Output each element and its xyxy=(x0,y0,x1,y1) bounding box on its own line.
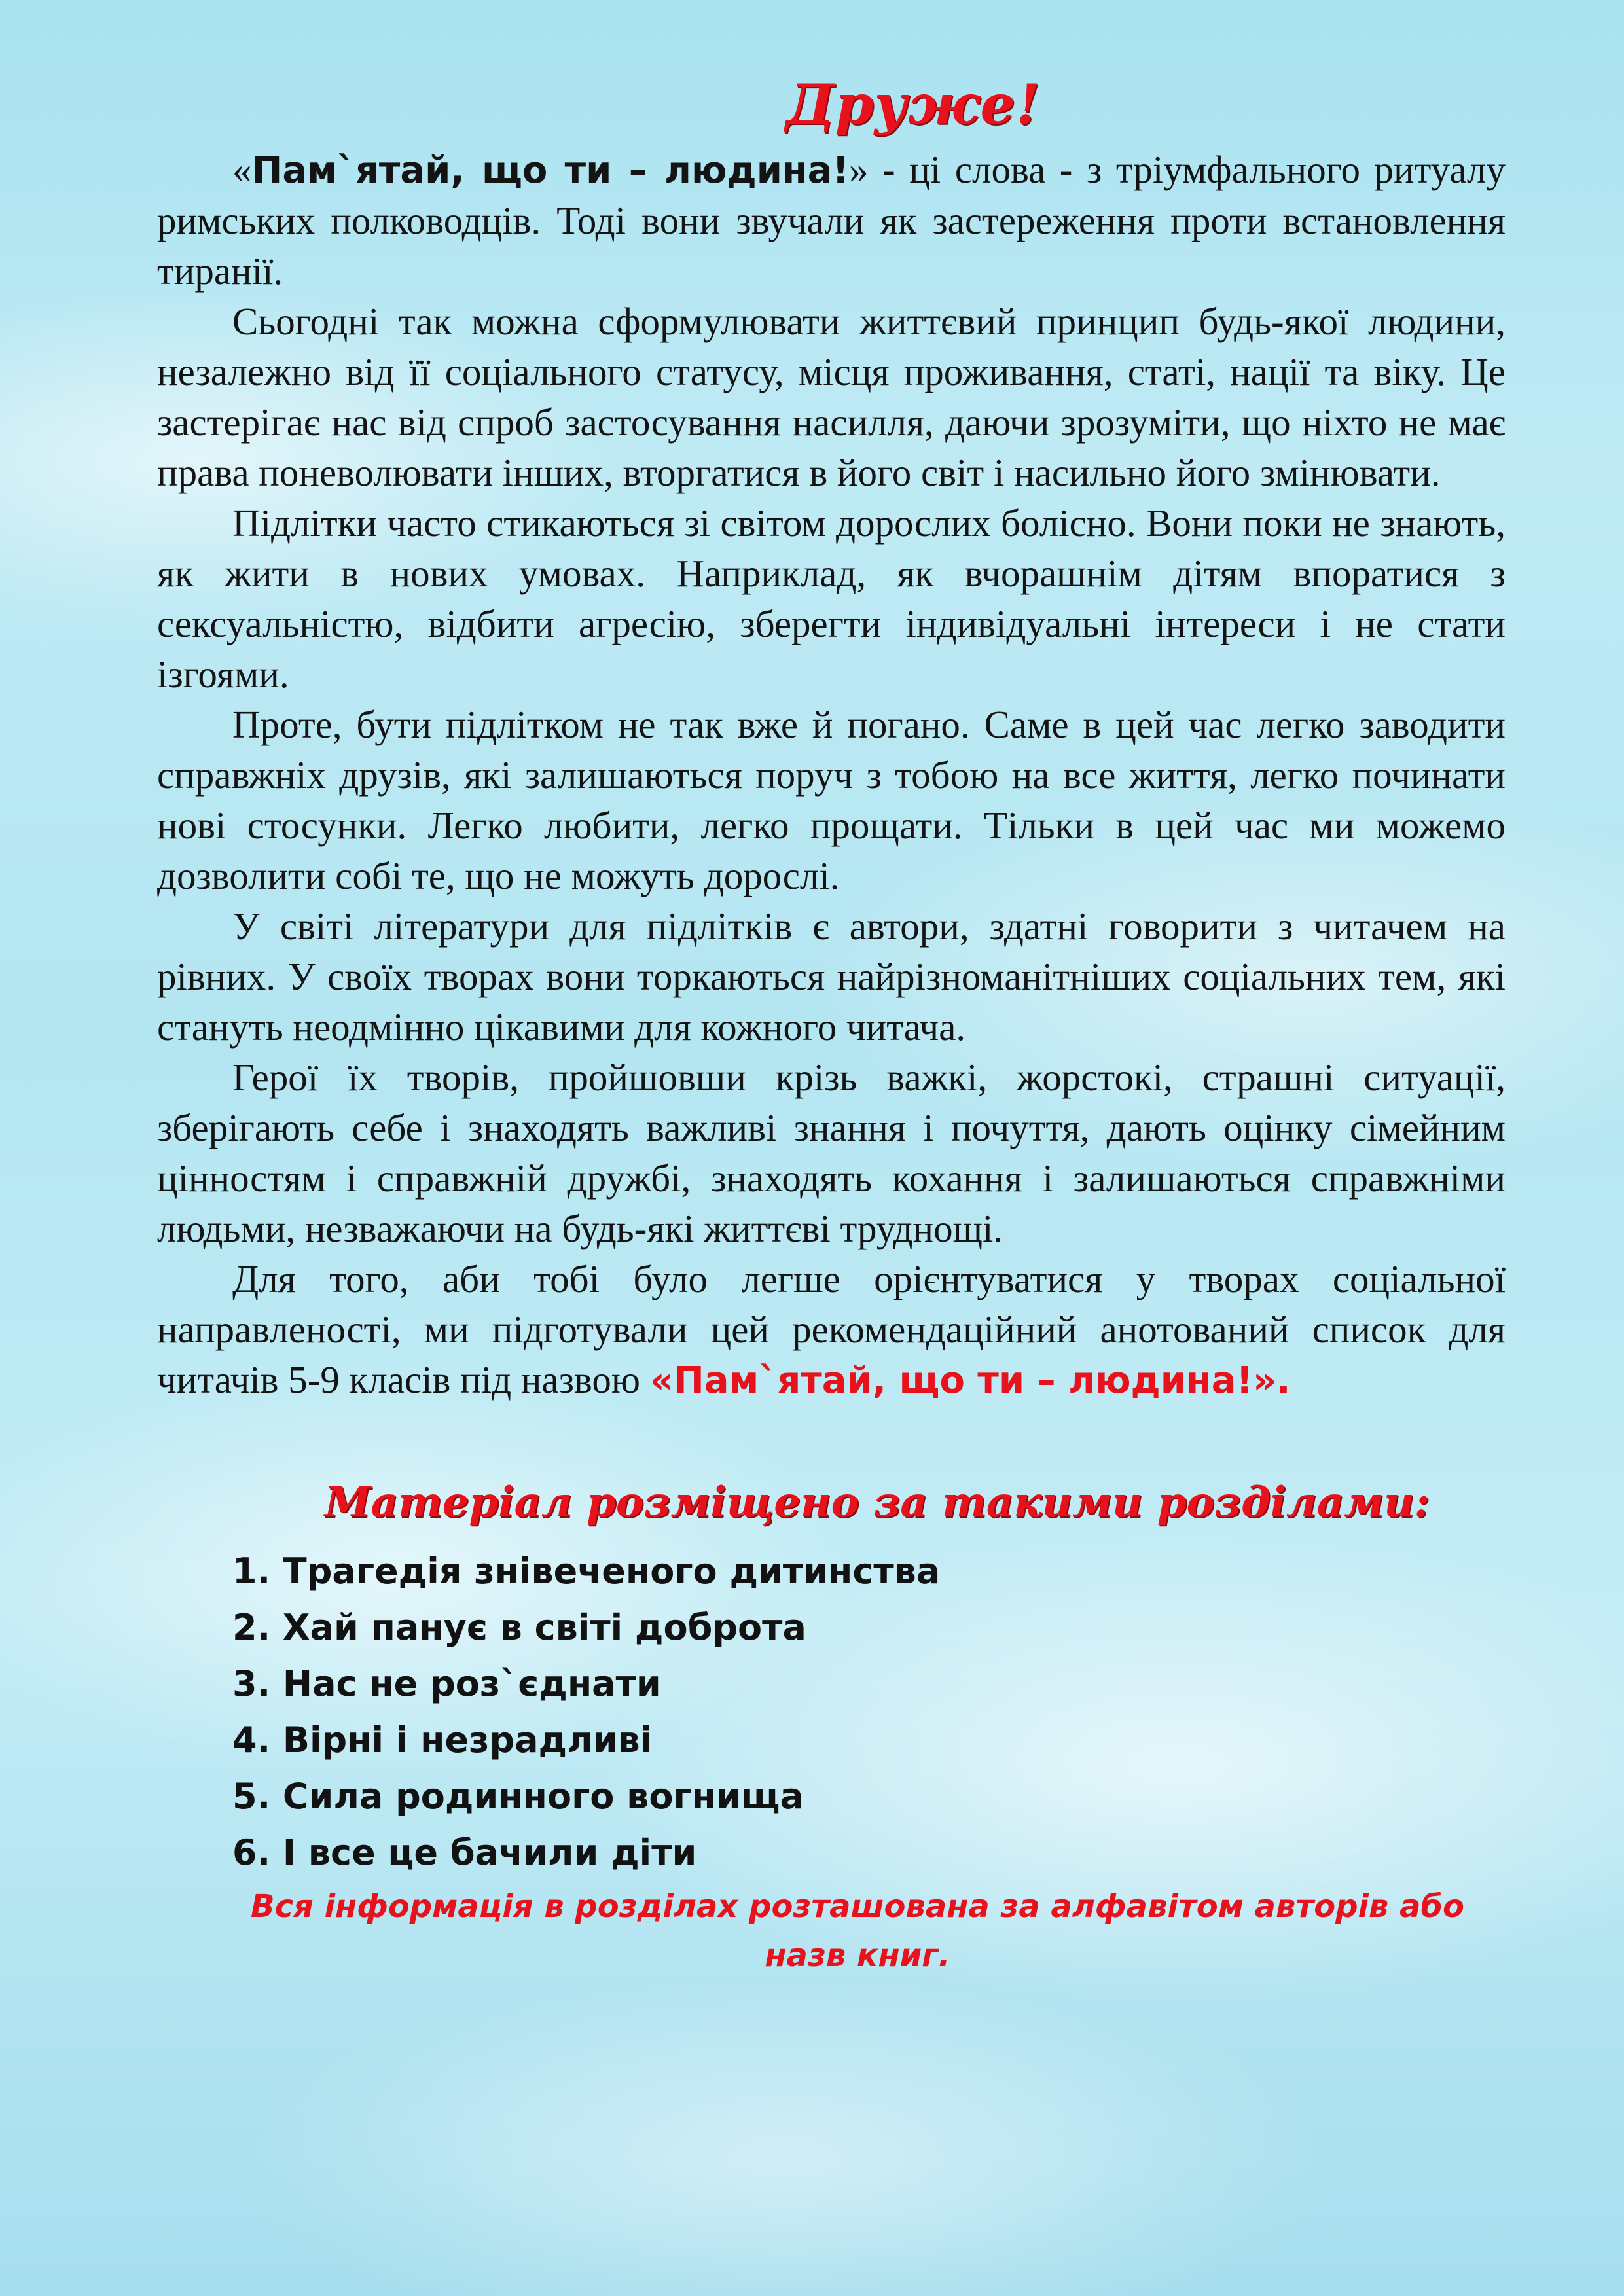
footnote: Вся інформація в розділах розташована за алфавітом авторів або назв книг. xyxy=(251,1888,1464,1974)
sections-heading: Матеріал розміщено за такими розділами: xyxy=(324,1477,1430,1527)
paragraph: Проте, бути підлітком не так вже й погано. Саме в цей час легко заводити справжніх друзів, які залишаються поруч з тобою на все життя, легко починати нові стосунки. Легко любити, легко прощати. Тільки в цей час ми можемо дозволити собі те, що не можуть дорослі. xyxy=(157,702,1506,897)
intro-quote: Пам`ятай, що ти – людина! xyxy=(251,149,849,192)
list-item: 4. Вірні і незрадливі xyxy=(232,1719,653,1761)
paragraph: Підлітки часто стикаються зі світом дорослих болісно. Вони поки не знають, як жити в нових умовах. Наприклад, як вчорашнім дітям впоратися з сексуальністю, відбити агресію, зберегти індивідуальні інтереси і не стати ізгоями. xyxy=(157,501,1506,696)
list-item: 6. І все це бачили діти xyxy=(232,1831,697,1873)
open-quote: « xyxy=(232,147,252,191)
list-item: 3. Нас не роз`єднати xyxy=(232,1662,661,1704)
paragraph: Сьогодні так можна сформулювати життєвий принцип будь-якої людини, незалежно від її соціального статусу, місця проживання, статі, нації та віку. Це застерігає нас від спроб застосування насилля, даючи зрозуміти, що ніхто не має права поневолювати інших, вторгатися в його світ і насильно його змінювати. xyxy=(157,299,1506,494)
list-item: 5. Сила родинного вогнища xyxy=(232,1775,804,1817)
intro-rest: - ці слова - з тріумфального ритуалу римських полководців. Тоді вони звучали як застереження проти встановлення тиранії. xyxy=(157,147,1506,293)
paragraph: У світі літератури для підлітків є автори, здатні говорити з читачем на рівних. У своїх творах вони торкаються найрізноманітніших соціальних тем, які стануть неодмінно цікавими для кожного читача. xyxy=(157,904,1506,1049)
document-page xyxy=(157,72,1506,1981)
page-title: Друже! xyxy=(785,72,1041,137)
closing-text: Для того, аби тобі було легше орієнтуватися у творах соціальної направленості, ми підготували цей рекомендаційний анотований список для читачів 5-9 класів під назвою xyxy=(157,1257,1506,1401)
list-item: 1. Трагедія знівеченого дитинства xyxy=(232,1550,941,1592)
sections-list xyxy=(157,1543,1506,1881)
intro-paragraph xyxy=(157,145,1506,296)
closing-quote: «Пам`ятай, що ти – людина!». xyxy=(649,1359,1291,1402)
paragraph: Герої їх творів, пройшовши крізь важкі, жорстокі, страшні ситуації, зберігають себе і знаходять важливі знання і почуття, дають оцінку сімейним цінностям і справжній дружбі, знаходять кохання і залишаються справжніми людьми, незважаючи на будь-які життєві труднощі. xyxy=(157,1055,1506,1250)
intro-text xyxy=(157,145,1506,1406)
list-item: 2. Хай панує в світі доброта xyxy=(232,1606,806,1648)
close-quote: » xyxy=(848,147,869,191)
closing-paragraph xyxy=(157,1254,1506,1406)
